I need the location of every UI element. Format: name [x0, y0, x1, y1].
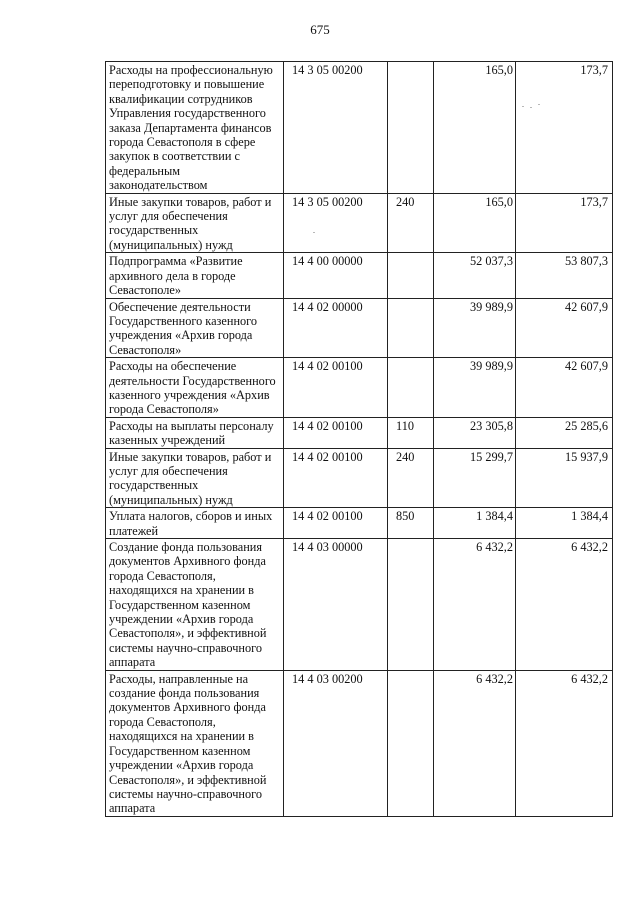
expense-type-cell: 240 — [388, 193, 434, 253]
expense-name-cell: Подпрограмма «Развитие архивного дела в городе Севастополе» — [106, 253, 284, 298]
table-row — [106, 358, 613, 418]
amount-first-year-cell: 23 305,8 — [434, 417, 516, 448]
expense-type-cell: 110 — [388, 417, 434, 448]
amount-second-year-cell: 173,7 — [516, 62, 613, 194]
amount-first-year-cell: 15 299,7 — [434, 448, 516, 508]
expense-type-cell — [388, 358, 434, 418]
expense-name-cell: Иные закупки товаров, работ и услуг для обеспечения государственных (муниципальных) нужд — [106, 448, 284, 508]
amount-first-year-cell: 52 037,3 — [434, 253, 516, 298]
amount-first-year-cell: 165,0 — [434, 193, 516, 253]
amount-second-year-cell: 6 432,2 — [516, 539, 613, 671]
expense-name-cell: Расходы на выплаты персоналу казенных учреждений — [106, 417, 284, 448]
amount-first-year-cell: 39 989,9 — [434, 358, 516, 418]
amount-second-year-cell: 42 607,9 — [516, 358, 613, 418]
scan-speck — [522, 106, 524, 107]
scan-speck — [313, 232, 315, 233]
expense-type-cell — [388, 253, 434, 298]
amount-second-year-cell: 6 432,2 — [516, 670, 613, 816]
amount-second-year-cell: 53 807,3 — [516, 253, 613, 298]
table-row — [106, 298, 613, 358]
target-code-cell: 14 3 05 00200 — [284, 193, 388, 253]
amount-second-year-cell: 173,7 — [516, 193, 613, 253]
table-row — [106, 193, 613, 253]
amount-first-year-cell: 39 989,9 — [434, 298, 516, 358]
expense-name-cell: Расходы на профессиональную переподготовку и повышение квалификации сотрудников Управления государственного заказа Департамента финансов города Севастополя в сфере закупок в соответствии с федеральным законодательством — [106, 62, 284, 194]
target-code-cell: 14 4 02 00000 — [284, 298, 388, 358]
expense-type-cell — [388, 539, 434, 671]
table-row — [106, 508, 613, 539]
amount-first-year-cell: 1 384,4 — [434, 508, 516, 539]
expense-type-cell: 850 — [388, 508, 434, 539]
table-row — [106, 670, 613, 816]
target-code-cell: 14 4 03 00200 — [284, 670, 388, 816]
table-row — [106, 253, 613, 298]
amount-first-year-cell: 6 432,2 — [434, 539, 516, 671]
scan-speck — [538, 104, 540, 105]
amount-second-year-cell: 25 285,6 — [516, 417, 613, 448]
expense-name-cell: Расходы на обеспечение деятельности Государственного казенного учреждения «Архив города Севастополя» — [106, 358, 284, 418]
expense-name-cell: Расходы, направленные на создание фонда пользования документов Архивного фонда города Севастополя, находящихся на хранении в Государственном казенном учреждении «Архив города Севастополя», и эффективной системы научно-справочного аппарата — [106, 670, 284, 816]
target-code-cell: 14 4 02 00100 — [284, 358, 388, 418]
table-row — [106, 448, 613, 508]
table-row — [106, 539, 613, 671]
expense-name-cell: Создание фонда пользования документов Архивного фонда города Севастополя, находящихся на хранении в Государственном казенном учреждении «Архив города Севастополя», и эффективной системы научно-справочного аппарата — [106, 539, 284, 671]
amount-second-year-cell: 42 607,9 — [516, 298, 613, 358]
expense-name-cell: Иные закупки товаров, работ и услуг для обеспечения государственных (муниципальных) нужд — [106, 193, 284, 253]
target-code-cell: 14 4 02 00100 — [284, 448, 388, 508]
target-code-cell: 14 4 02 00100 — [284, 417, 388, 448]
table-row — [106, 417, 613, 448]
amount-second-year-cell: 1 384,4 — [516, 508, 613, 539]
scan-speck — [530, 107, 532, 108]
expense-type-cell: 240 — [388, 448, 434, 508]
page-number: 675 — [310, 22, 330, 37]
target-code-cell: 14 4 00 00000 — [284, 253, 388, 298]
budget-table — [105, 61, 613, 817]
expense-type-cell — [388, 298, 434, 358]
expense-type-cell — [388, 670, 434, 816]
amount-first-year-cell: 6 432,2 — [434, 670, 516, 816]
expense-name-cell: Уплата налогов, сборов и иных платежей — [106, 508, 284, 539]
amount-first-year-cell: 165,0 — [434, 62, 516, 194]
target-code-cell: 14 3 05 00200 — [284, 62, 388, 194]
target-code-cell: 14 4 03 00000 — [284, 539, 388, 671]
amount-second-year-cell: 15 937,9 — [516, 448, 613, 508]
table-row — [106, 62, 613, 194]
expense-name-cell: Обеспечение деятельности Государственного казенного учреждения «Архив города Севастополя» — [106, 298, 284, 358]
expense-type-cell — [388, 62, 434, 194]
target-code-cell: 14 4 02 00100 — [284, 508, 388, 539]
